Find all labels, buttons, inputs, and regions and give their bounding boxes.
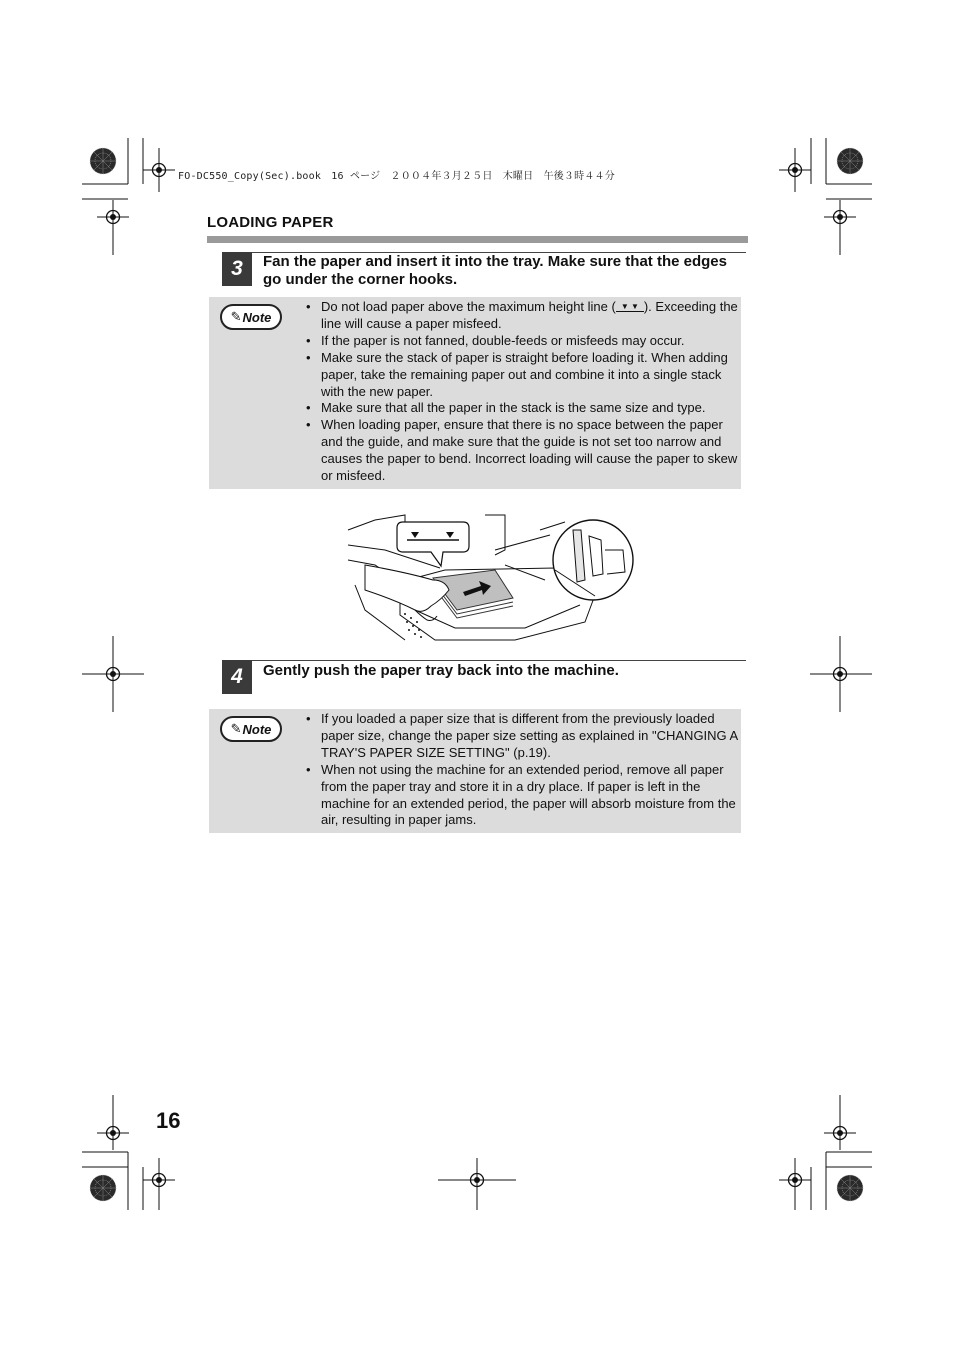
note-icon — [220, 716, 282, 742]
max-height-line-icon: ▼ ▼ — [616, 302, 644, 312]
section-title: LOADING PAPER — [207, 214, 334, 231]
note-item: • When loading paper, ensure that there is no space between the paper and the guide, and make sure that the guide is not set too narrow and causes the paper to bend. Incorrect loading will cause the paper to skew or misfeed. — [306, 417, 738, 485]
step-3-note-box — [209, 297, 741, 489]
step-4-rule — [252, 660, 746, 661]
step-4-instruction: Gently push the paper tray back into the machine. — [263, 662, 619, 679]
section-title-rule — [207, 236, 748, 243]
page-number: 16 — [156, 1108, 181, 1133]
step-3-note-list — [306, 299, 738, 485]
note-item: • When not using the machine for an extended period, remove all paper from the paper tray and store it in a dry place. If paper is left in the machine for an extended period, the paper will absorb moisture from the air, resulting in paper jams. — [306, 762, 738, 830]
step-4-note-box — [209, 709, 741, 833]
note-item: • If you loaded a paper size that is different from the previously loaded paper size, change the paper size setting as explained in "CHANGING A TRAY'S PAPER SIZE SETTING" (p.19). — [306, 711, 738, 762]
print-header: FO-DC550_Copy(Sec).book 16 ページ ２００４年３月２５日 木曜日 午後３時４４分 — [178, 171, 615, 182]
note-label: Note — [242, 721, 272, 737]
note-icon — [220, 304, 282, 330]
paper-tray-illustration — [345, 510, 637, 646]
note-item: • Make sure that all the paper in the stack is the same size and type. — [306, 400, 738, 417]
pencil-icon: ✎ — [230, 721, 242, 736]
note-item: • Make sure the stack of paper is straight before loading it. When adding paper, take the remaining paper out and combine it into a single stack with the new paper. — [306, 350, 738, 401]
step-4-number: 4 — [222, 660, 252, 694]
step-3-instruction: Fan the paper and insert it into the tray. Make sure that the edges go under the corner hooks. — [263, 253, 727, 288]
pencil-icon: ✎ — [230, 309, 242, 324]
note-label: Note — [242, 309, 272, 325]
step-4-note-list — [306, 711, 738, 829]
note-item: • If the paper is not fanned, double-feeds or misfeeds may occur. — [306, 333, 738, 350]
note-item: • Do not load paper above the maximum height line ( ▼ ▼ ). Exceeding the line will cause a paper misfeed. — [306, 299, 738, 333]
step-3-number: 3 — [222, 252, 252, 286]
